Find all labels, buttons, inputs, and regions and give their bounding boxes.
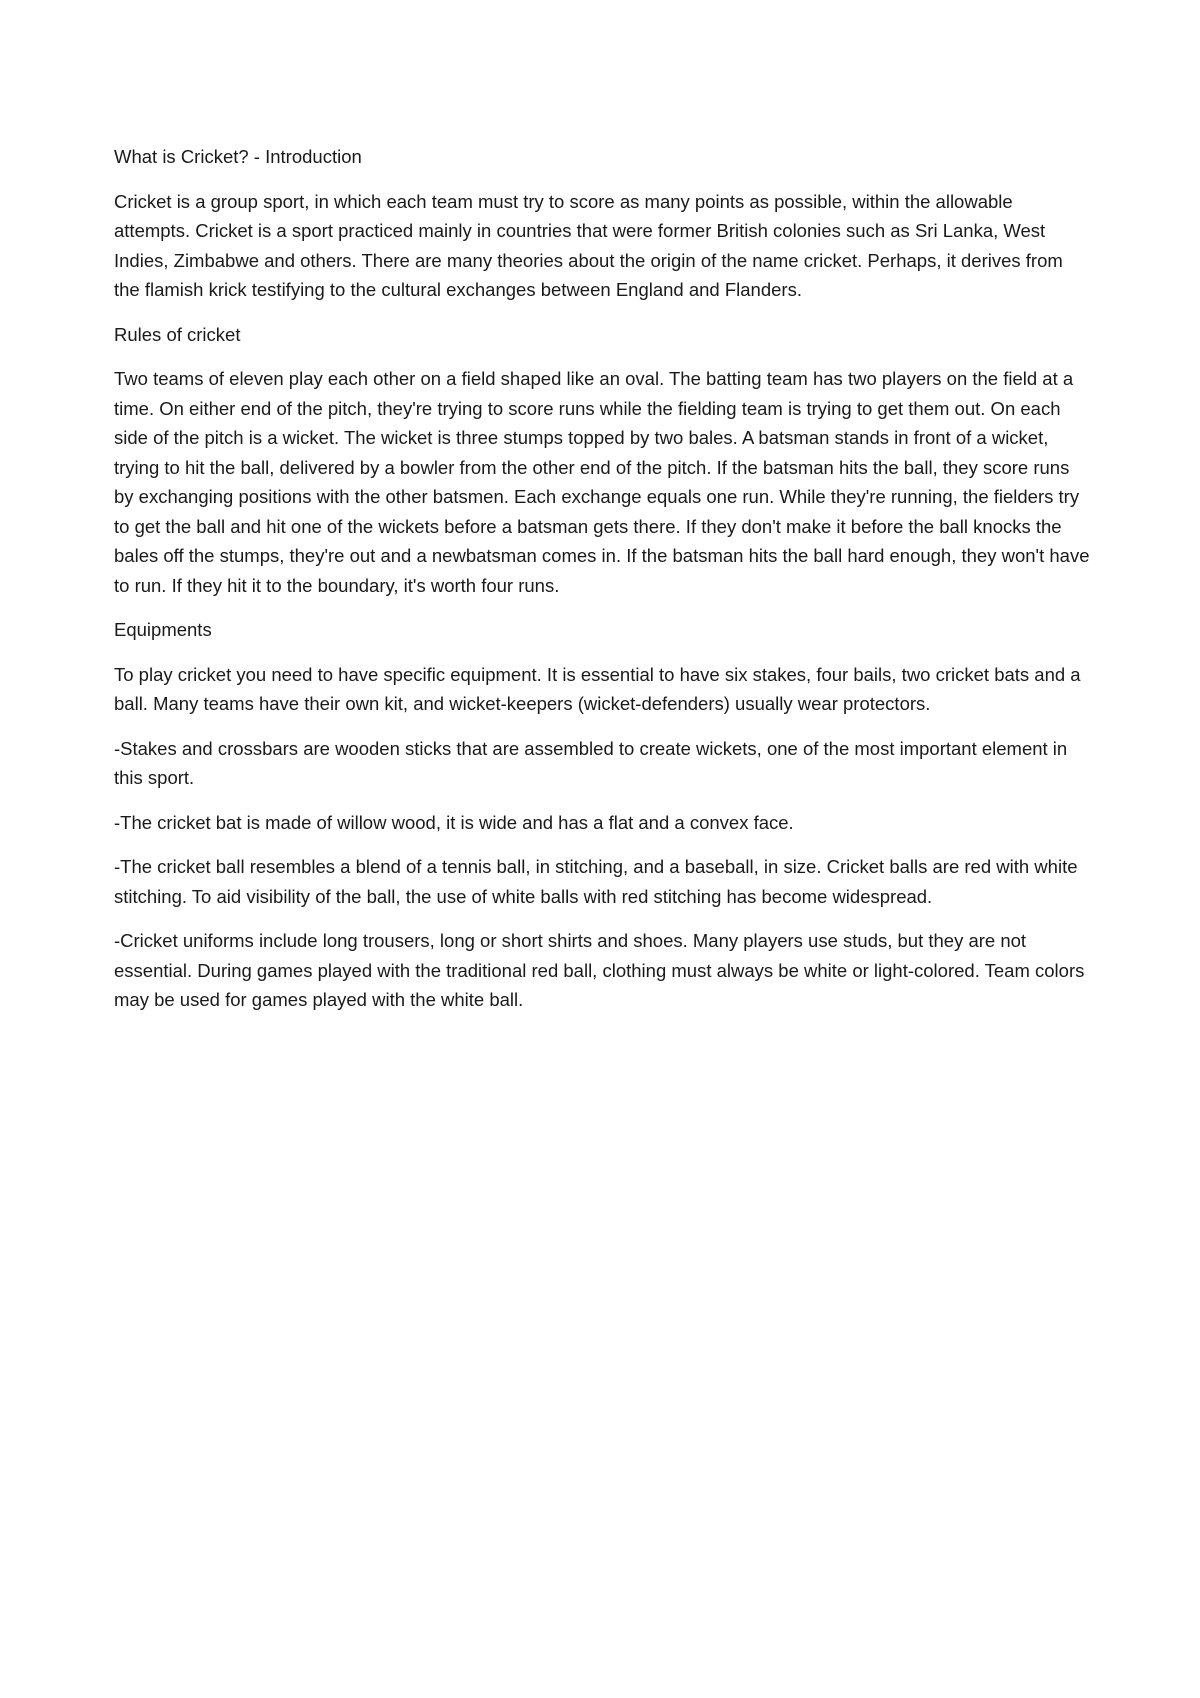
- rules-paragraph: Two teams of eleven play each other on a field shaped like an oval. The batting team has two players on the field at a time. On either end of the pitch, they're trying to score runs while the fielding team is trying to get them out. On each side of the pitch is a wicket. The wicket is three stumps topped by two bales. A batsman stands in front of a wicket, trying to hit the ball, delivered by a bowler from the other end of the pitch. If the batsman hits the ball, they score runs by exchanging positions with the other batsmen. Each exchange equals one run. While they're running, the fielders try to get the ball and hit one of the wickets before a batsman gets there. If they don't make it before the ball knocks the bales off the stumps, they're out and a newbatsman comes in. If the batsman hits the ball hard enough, they won't have to run. If they hit it to the boundary, it's worth four runs.: [114, 368, 1090, 596]
- equipment-item-bat: -The cricket bat is made of willow wood, it is wide and has a flat and a convex face.: [114, 811, 794, 833]
- equipment-item-ball: -The cricket ball resembles a blend of a tennis ball, in stitching, and a baseball, in size. Cricket balls are red with white stitching. To aid visibility of the ball, the use of white balls with red stitching has become widespread.: [114, 856, 1078, 907]
- equipment-paragraph: To play cricket you need to have specific equipment. It is essential to have six stakes, four bails, two cricket bats and a ball. Many teams have their own kit, and wicket-keepers (wicket-defenders) usually wear protectors.: [114, 663, 1081, 714]
- rules-heading: Rules of cricket: [114, 323, 241, 345]
- intro-paragraph: Cricket is a group sport, in which each team must try to score as many points as possible, within the allowable attempts. Cricket is a sport practiced mainly in countries that were former British colonies such as Sri Lanka, West Indies, Zimbabwe and others. There are many theories about the origin of the name cricket. Perhaps, it derives from the flamish krick testifying to the cultural exchanges between England and Flanders.: [114, 190, 1063, 300]
- equipment-heading: Equipments: [114, 619, 212, 640]
- equipment-item-stakes: -Stakes and crossbars are wooden sticks that are assembled to create wickets, one of the most important element in this sport.: [114, 737, 1068, 788]
- equipment-item-uniforms: -Cricket uniforms include long trousers, long or short shirts and shoes. Many players use studs, but they are not essential. During games played with the traditional red ball, clothing must always be white or light-colored. Team colors may be used for games played with the white ball.: [114, 930, 1085, 1010]
- intro-heading: What is Cricket? - Introduction: [114, 146, 362, 167]
